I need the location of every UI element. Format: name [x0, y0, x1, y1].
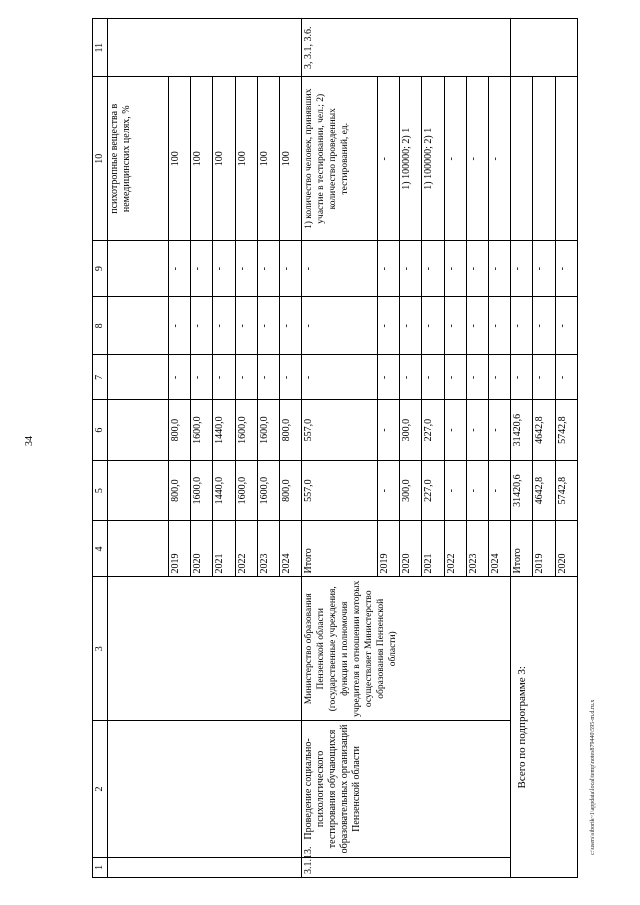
- col-header: 2: [93, 721, 108, 858]
- table-row: 2024 800,0 800,0 - - - 100: [280, 19, 302, 878]
- measure-executor: Министерство образования Пензенской области (государственные учреждения, функции и полномочия учредителя в отношении которых осуществляет Министерство образования Пензенской области): [302, 577, 511, 721]
- col-header: 6: [93, 400, 108, 461]
- rotated-table-container: [92, 18, 578, 878]
- table-row: 2022 1600,0 1600,0 - - - 100: [235, 19, 257, 878]
- measure-number: 3.1.13.: [302, 857, 511, 877]
- top-block-header: [108, 19, 169, 878]
- table-row: 2019 800,0 800,0 - - - 100: [169, 19, 191, 878]
- page-number: 34: [24, 436, 35, 446]
- table-row: 2023 1600,0 1600,0 - - - 100: [257, 19, 279, 878]
- table-row: 2023 - - - - - -: [466, 19, 488, 878]
- program-table: [92, 18, 578, 878]
- table-row: 2021 1440,0 1440,0 - - - 100: [213, 19, 235, 878]
- col-header: 5: [93, 460, 108, 521]
- subprogram-total-row: Всего по подпрограмме 3: Итого 31420,6 31420,6 - - -: [511, 19, 533, 878]
- table-row: 2019 - - - - - -: [377, 19, 399, 878]
- col-header: 1: [93, 857, 108, 877]
- subprogram-total-label: Всего по подпрограмме 3:: [511, 577, 578, 878]
- col-header: 4: [93, 521, 108, 577]
- measure-task-refs: 3, 3.1, 3.6.: [302, 19, 511, 77]
- col-header: 3: [93, 577, 108, 721]
- col-header: 7: [93, 355, 108, 400]
- table-row: 2024 - - - - - -: [488, 19, 510, 878]
- measure-indicators: 1) количество человек, принявших участие в тестировании, чел.; 2) количество проведенных тестирований, ед.: [302, 77, 378, 241]
- header-row: [93, 19, 108, 878]
- col-header: 10: [93, 77, 108, 241]
- measure-name: Проведение социально-психологического тестирования обучающихся образовательных организаций Пензенской области: [302, 721, 511, 858]
- table-row: 2020 5742,8 5742,8 - - -: [555, 19, 577, 878]
- col-header: 8: [93, 297, 108, 355]
- footer-file-path: c:\users\siborik~1\appdata\local\temp\notes879440\595-m.d.ru.x: [590, 699, 596, 855]
- table-row: 2022 - - - - - -: [444, 19, 466, 878]
- col-header: 9: [93, 241, 108, 297]
- table-row: 2020 1600,0 1600,0 - - - 100: [191, 19, 213, 878]
- table-row: 2019 4642,8 4642,8 - - -: [533, 19, 555, 878]
- table-row: 2020 300,0 300,0 - - - 1) 100000; 2) 1: [400, 19, 422, 878]
- measure-total-row: 3.1.13. Проведение социально-психологического тестирования обучающихся образовательных организаций Пензенской области Министерство образования Пензенской области (государственные учреждения, функции и полномочия учредителя в отношении которых осуществляет Министерство образования Пензенской области) Итого 557,0 557,0 - - - 1) количество человек, принявших участие в тестировании, чел.; 2) количество проведенных тестирований, ед. 3, 3.1, 3.6.: [302, 19, 378, 878]
- table-row: 2021 227,0 227,0 - - - 1) 100000; 2) 1: [422, 19, 444, 878]
- col-header: 11: [93, 19, 108, 77]
- col10-header-cont: психотропные вещества в немедицинских целях, %: [108, 77, 169, 241]
